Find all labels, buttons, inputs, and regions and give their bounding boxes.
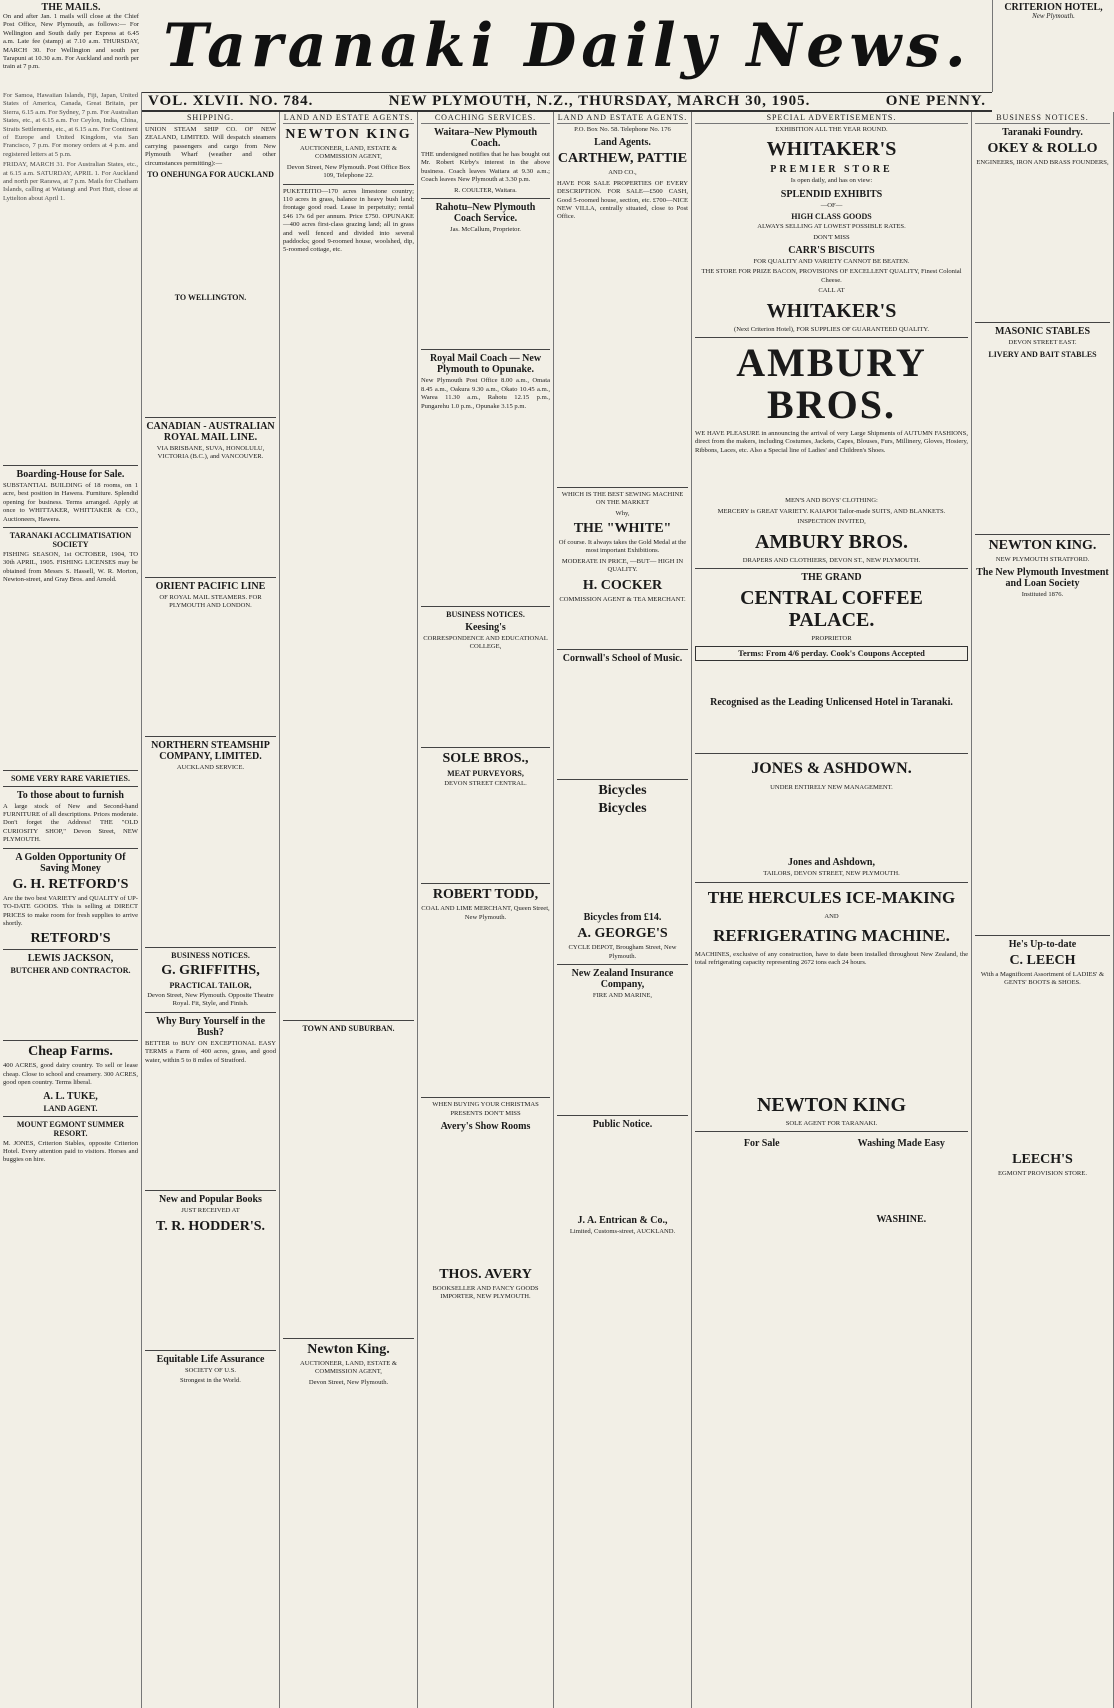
splendid: SPLENDID EXHIBITS <box>780 188 883 200</box>
jones-ashdown-2: Jones and Ashdown, <box>788 857 875 869</box>
mails-continuation <box>3 92 138 462</box>
licence-list <box>3 587 138 767</box>
jones-body <box>695 794 968 854</box>
washine: WASHINE. <box>876 1214 927 1226</box>
bicycles-from: Bicycles from £14. <box>583 912 662 924</box>
nz-insurance: New Zealand Insurance Company, <box>571 967 674 990</box>
criterion-sub: New Plymouth. <box>1032 12 1075 21</box>
hercules-1: THE HERCULES ICE-MAKING <box>707 887 956 907</box>
griffiths-text: Devon Street, New Plymouth. Opposite Theatre Royal. Fit, Style, and Finish. <box>147 992 274 1008</box>
a-george: A. GEORGE'S <box>577 926 668 942</box>
books-list <box>145 1237 276 1347</box>
avery-show-rooms: Avery's Show Rooms <box>440 1120 531 1132</box>
proprietor: PROPRIETOR <box>811 634 852 642</box>
george-sub: CYCLE DEPOT, Brougham Street, New Plymouth. <box>568 944 677 960</box>
column-4 <box>418 112 554 1708</box>
shipping-head: SHIPPING. <box>145 112 276 124</box>
equitable-text: Strongest in the World. <box>180 1376 241 1384</box>
newton-king-special-sub: SOLE AGENT FOR TARANAKI. <box>785 1119 878 1127</box>
keesings: Keesing's <box>465 622 506 634</box>
northern-steamship: NORTHERN STEAMSHIP COMPANY, LIMITED. <box>151 739 270 762</box>
criterion-hotel-ad <box>992 0 1114 92</box>
entrican: J. A. Entrican & Co., <box>577 1215 668 1227</box>
acclimatisation-text: FISHING SEASON, 1st OCTOBER, 1904, TO 30th APRIL, 1905. FISHING LICENSES may be obtained from Messrs S. Hassell, W. R. Morton, Newton-street, and Gray Bros. and Arnold. <box>3 551 138 584</box>
ambury-bros: AMBURY BROS. <box>736 340 927 428</box>
to-onehunga: TO ONEHUNGA FOR AUCKLAND <box>147 170 274 180</box>
newton-king-special: NEWTON KING <box>756 1093 907 1116</box>
for-sale: For Sale <box>743 1138 780 1150</box>
sole-sub: MEAT PURVEYORS, <box>447 768 524 778</box>
cocker-body <box>557 606 688 646</box>
avery-body <box>421 1134 550 1264</box>
masthead <box>142 0 992 92</box>
orient-sub: OF ROYAL MAIL STEAMERS. FOR PLYMOUTH AND LONDON. <box>159 593 262 610</box>
lewis-body <box>3 977 138 1037</box>
instituted: Instituted 1876. <box>1021 591 1064 599</box>
column-2 <box>142 112 280 1708</box>
todd-sub: COAL AND LIME MERCHANT, Queen Street, New Plymouth. <box>421 905 550 921</box>
onehunga-schedule <box>145 181 276 291</box>
place-and-date: NEW PLYMOUTH, N.Z., THURSDAY, MARCH 30, 1905. <box>388 93 811 109</box>
carthew-pattie: CARTHEW, PATTIE <box>557 151 688 167</box>
public-notice: Public Notice. <box>592 1119 653 1131</box>
why-bury-body <box>145 1067 276 1187</box>
whitakers: WHITAKER'S <box>766 138 897 161</box>
orient-line: ORIENT PACIFIC LINE <box>155 580 266 592</box>
okey-rollo: OKEY & ROLLO <box>987 141 1098 156</box>
washing-easy: Washing Made Easy <box>857 1138 945 1150</box>
cocker-sub: COMMISSION AGENT & TEA MERCHANT. <box>559 595 686 603</box>
ambury-text: WE HAVE PLEASURE in announcing the arrival of very Large Shipments of AUTUMN FASHIONS, direct from the makers, including Costumes, Jackets, Capes, Blouses, Furs, Millinery, Gloves, Hosiery, Ribbons, Laces, etc. Also a Special line of Ladies' and Children's Shoes. <box>695 430 968 454</box>
business-head: BUSINESS NOTICES. <box>975 112 1110 124</box>
white-text: Of course. It always takes the Gold Medal at the most important Exhibitions. <box>558 539 687 555</box>
mails-schedule: For Samoa, Hawaiian Islands, Fiji, Japan, United States of America, Canada, Great Britain, per Sierra, 6.15 a.m. For Sydney, 7 p.m. For Australian States, etc., at 6.15 a.m. For Ceylon, India, China, Straits Settlements, etc., at 6.15 a.m. For Continent of Europe and United Kingdom, via San Francisco, 7 p.m. For money orders at 4 p.m. and registered letters at 5 p.m. <box>3 92 138 158</box>
canadian-line: CANADIAN - AUSTRALIAN ROYAL MAIL LINE. <box>146 421 275 444</box>
equitable-sub: SOCIETY OF U.S. <box>184 1366 237 1374</box>
okey-body <box>975 169 1110 319</box>
carthew-text: HAVE FOR SALE PROPERTIES OF EVERY DESCRIPTION. FOR SALE—£500 CASH, Good 5-roomed house, section, etc. £700—NICE NEW VILLA, centrally situated, close to Post Office. <box>557 179 688 221</box>
jones-ashdown: JONES & ASHDOWN. <box>751 759 912 777</box>
leechs-sub: EGMONT PROVISION STORE. <box>998 1170 1087 1178</box>
washing-body <box>835 1151 969 1211</box>
lewis-sub: BUTCHER AND CONTRACTOR. <box>10 966 131 976</box>
jones-sub: UNDER ENTIRELY NEW MANAGEMENT. <box>770 783 893 791</box>
newton-king-head: NEWTON KING <box>285 127 412 142</box>
hercules-body <box>695 970 968 1090</box>
of: —OF— <box>820 201 843 209</box>
royal-mail-times: New Plymouth Post Office 8.00 a.m., Omata 8.45 a.m., Oakura 9.30 a.m., Okato 10.45 a.m., Warea 11.30 a.m., Rahotu 12.15 p.m., Pungarehu 1.0 p.m., Opunake 3.15 p.m. <box>421 377 550 410</box>
retford-text: Are the two best VARIETY and QUALITY of UP-TO-DATE GOODS. This is selling at DIRECT PRICES to make room for fresh supplies to arrive shortly. <box>3 894 138 927</box>
washing-block <box>835 1135 969 1227</box>
newton-king-bottom-sub: AUCTIONEER, LAND, ESTATE & COMMISSION AGENT, <box>299 1359 398 1376</box>
dont-miss: DON'T MISS <box>813 233 850 241</box>
coaching-head: COACHING SERVICES. <box>421 112 550 124</box>
northern-sub: AUCKLAND SERVICE. <box>176 763 245 771</box>
and-co: AND CO., <box>608 169 637 177</box>
sole-addr: DEVON STREET CENTRAL. <box>444 779 527 787</box>
the-grand: THE GRAND <box>801 571 862 583</box>
town-suburban: TOWN AND SUBURBAN. <box>302 1023 395 1033</box>
why-bury: Why Bury Yourself in the Bush? <box>155 1015 266 1038</box>
sole-body <box>421 790 550 880</box>
boarding-heading: Boarding-House for Sale. <box>16 469 125 480</box>
business-head-4: BUSINESS NOTICES. <box>446 610 525 620</box>
whitakers-2-sub: (Next Criterion Hotel), FOR SUPPLIES OF GUARANTEED QUALITY. <box>734 325 929 333</box>
sole-bros: SOLE BROS., <box>442 750 529 766</box>
business-notices <box>972 112 1114 1708</box>
when-buying: WHEN BUYING YOUR CHRISTMAS PRESENTS DON'T MISS <box>432 1101 539 1117</box>
cheap-farms-text: 400 ACRES, good dairy country. To sell or lease cheap. Close to school and creamery. 300 ACRES, good open country. Terms liberal. <box>3 1062 138 1087</box>
leech-body <box>975 989 1110 1149</box>
tuke-name: A. L. TUKE, <box>43 1090 98 1102</box>
town-listings <box>283 1035 414 1335</box>
rahotu-body <box>421 236 550 346</box>
union-text: UNION STEAM SHIP CO. OF NEW ZEALAND, LIMITED. Will despatch steamers carrying passengers and cargo from New Plymouth Wharf (weather and other circumstances permitting):— <box>145 126 276 167</box>
masonic-stables: MASONIC STABLES <box>994 326 1091 338</box>
taranaki-foundry: Taranaki Foundry. <box>1002 127 1083 138</box>
wellington-schedule <box>145 304 276 414</box>
ambury-body <box>695 457 968 497</box>
canadian-schedule <box>145 464 276 574</box>
newton-king-bottom: Newton King. <box>307 1341 390 1357</box>
mens: MEN'S AND BOYS' CLOTHING: <box>785 497 878 505</box>
royal-mail-coach: Royal Mail Coach — New Plymouth to Opunake. <box>429 353 542 376</box>
inspection: INSPECTION INVITED, <box>797 518 866 526</box>
bicycles-1: Bicycles <box>598 783 647 799</box>
bicycles-2: Bicycles <box>598 801 647 817</box>
mails-column-top <box>0 0 142 92</box>
hercules-and: AND <box>824 912 839 920</box>
store-text: THE STORE FOR PRIZE BACON, PROVISIONS OF EXCELLENT QUALITY, Finest Colonial Cheese. <box>701 268 962 284</box>
column-1 <box>0 92 142 1708</box>
robert-todd: ROBERT TODD, <box>432 887 539 903</box>
furnish-text: A large stock of New and Second-hand FURNITURE of all descriptions. Prices moderate. Don't forget the Address! THE "OLD CURIOSITY SHOP," Devon Street, NEW PLYMOUTH. <box>3 802 138 844</box>
sewing-head: WHICH IS THE BEST SEWING MACHINE ON THE MARKET <box>561 490 684 507</box>
terms: Terms: From 4/6 perday. Cook's Coupons Accepted <box>695 646 968 660</box>
waitara-coach: Waitara–New Plymouth Coach. <box>433 127 538 149</box>
price: ONE PENNY. <box>885 93 986 109</box>
coffee-body <box>695 664 968 694</box>
orient-schedule <box>145 613 276 733</box>
livery-stables: LIVERY AND BAIT STABLES <box>988 349 1097 359</box>
hercules-text: MACHINES, exclusive of any construction, have to date been installed throughout New Zealand, the total refrigerating capacity representing 2672 tons each 24 hours. <box>695 950 968 967</box>
newton-king-addr: Devon Street, New Plymouth. Post Office Box 109, Telephone 22. <box>286 163 411 180</box>
exhibition: EXHIBITION ALL THE YEAR ROUND. <box>775 126 888 133</box>
coffee-body-2 <box>695 710 968 750</box>
mails-schedule-2: FRIDAY, MARCH 31. For Australian States, etc., at 6.15 a.m. SATURDAY, APRIL 1. For Auckland and north per Rarawa, at 7 p.m. Mails for Chatham Islands, calling at Waitangi and Port Hutt, close at Lyttelton about April 1. <box>3 161 138 202</box>
northern-schedule <box>145 774 276 944</box>
fire-marine: FIRE AND MARINE, <box>592 991 653 999</box>
whitakers-2: WHITAKER'S <box>766 299 897 322</box>
newspaper-title: Taranaki Daily News. <box>163 11 971 81</box>
newton-king-biz-sub: NEW PLYMOUTH STRATFORD. <box>995 555 1090 563</box>
newton-king-bottom-addr: Devon Street, New Plymouth. <box>308 1378 389 1386</box>
carthew-listings <box>557 224 688 484</box>
ambury-2-sub: DRAPERS AND CLOTHIERS, DEVON ST., NEW PLYMOUTH. <box>742 556 921 564</box>
todd-body <box>421 924 550 1094</box>
notice-body <box>557 1132 688 1212</box>
retford-name: RETFORD'S <box>30 931 111 947</box>
cornwall-school: Cornwall's School of Music. <box>562 653 683 665</box>
mails-heading: THE MAILS. <box>41 2 101 13</box>
call-at: CALL AT <box>818 287 845 295</box>
griffiths-sub: PRACTICAL TAILOR, <box>169 981 252 991</box>
the-white: THE "WHITE" <box>573 521 672 537</box>
to-wellington: TO WELLINGTON. <box>174 293 247 303</box>
coulter: R. COULTER, Waitara. <box>454 186 517 194</box>
keesings-sub: CORRESPONDENCE AND EDUCATIONAL COLLEGE, <box>423 635 548 651</box>
furnish-heading: To those about to furnish <box>17 789 124 801</box>
mercery: MERCERY is GREAT VARIETY. KAIAPOI Tailor-made SUITS, AND BLANKETS. <box>717 507 946 515</box>
hodder-name: T. R. HODDER'S. <box>155 1218 266 1234</box>
land-agents: Land Agents. <box>594 137 651 149</box>
opportunity-heading: A Golden Opportunity Of Saving Money <box>15 851 126 874</box>
acclimatisation-heading: TARANAKI ACCLIMATISATION SOCIETY <box>9 531 132 550</box>
always: ALWAYS SELLING AT LOWEST POSSIBLE RATES. <box>757 223 906 231</box>
equitable-head: Equitable Life Assurance <box>156 1353 265 1365</box>
listings-body <box>283 257 414 1017</box>
hercules-2: REFRIGERATING MACHINE. <box>713 925 950 945</box>
h-cocker: H. COCKER <box>582 577 663 593</box>
c-leech: C. LEECH <box>1009 952 1076 968</box>
masonic-body <box>975 361 1110 531</box>
bicycles-body <box>557 819 688 909</box>
thos-avery: THOS. AVERY <box>439 1266 532 1282</box>
open-daily: Is open daily, and has on view: <box>790 177 873 185</box>
column-3 <box>280 112 418 1708</box>
carrs: CARR'S BISCUITS <box>788 245 875 257</box>
cheap-farms: Cheap Farms. <box>28 1044 113 1060</box>
newton-king-sub: AUCTIONEER, LAND, ESTATE & COMMISSION AGENT, <box>299 145 398 161</box>
egmont-text: M. JONES, Criterion Stables, opposite Criterion Hotel. Every attention paid to visitors. Horses and buggies on hire. <box>3 1139 138 1164</box>
boarding-text: SUBSTANTIAL BUILDING of 18 rooms, on 1 acre, best position in Hawera. Furniture. Splendid opening for business. Terms arranged. Apply at once to WHITTAKER, WHITTAKER & CO., Auctioneers, Hawera. <box>3 482 138 523</box>
volume-number: VOL. XLVII. NO. 784. <box>148 93 314 109</box>
egmont-heading: MOUNT EGMONT SUMMER RESORT. <box>16 1119 125 1138</box>
tuke-sub: LAND AGENT. <box>43 1103 98 1113</box>
pobox: P.O. Box No. 58. Telephone No. 176 <box>574 126 671 133</box>
cornwall-body <box>557 666 688 776</box>
rahotu-coach: Rahotu–New Plymouth Coach Service. <box>435 202 536 225</box>
column-5 <box>554 112 692 1708</box>
criterion-heading: CRITERION HOTEL, <box>1004 2 1103 13</box>
ambury-bros-2: AMBURY BROS. <box>754 530 908 553</box>
lewis-jackson: LEWIS JACKSON, <box>27 953 114 965</box>
special-advertisements <box>692 112 972 1708</box>
dateline <box>142 92 992 112</box>
up-to-date: He's Up-to-date <box>1008 938 1077 950</box>
investment-society: The New Plymouth Investment and Loan Society <box>976 567 1109 590</box>
keesings-body <box>421 654 550 744</box>
rare-varieties: SOME VERY RARE VARIETIES. <box>10 773 130 783</box>
royal-mail-body <box>421 413 550 603</box>
entrican-sub: Limited, Customs-street, AUCKLAND. <box>569 1228 676 1236</box>
premier-store: PREMIER STORE <box>770 164 893 176</box>
rahotu-sub: Jas. McCallum, Proprietor. <box>450 226 521 234</box>
okey-sub: ENGINEERS, IRON AND BRASS FOUNDERS, <box>976 159 1109 166</box>
jones-2-sub: TAILORS, DEVON STREET, NEW PLYMOUTH. <box>763 870 900 878</box>
why-bury-text: BETTER to BUY ON EXCEPTIONAL EASY TERMS a Farm of 400 acres, grass, and good water, within 5 to 8 miles of Stratford. <box>145 1039 276 1064</box>
leech-sub: With a Magnificent Assortment of LADIES' & GENTS' BOOTS & SHOES. <box>980 970 1105 987</box>
retford-heading: G. H. RETFORD'S <box>12 876 129 892</box>
insurance-body <box>557 1002 688 1112</box>
leechs: LEECH'S <box>1012 1152 1073 1168</box>
newton-king-biz: NEWTON KING. <box>988 537 1097 553</box>
griffiths-name: G. GRIFFITHS, <box>161 963 260 979</box>
carrs-sub: FOR QUALITY AND VARIETY CANNOT BE BEATEN. <box>753 258 910 266</box>
waitara-text: THE undersigned notifies that he has bought out Mr. Robert Kirby's interest in the above business. Coach leaves Waitara at 9.30 a.m.; Coach leaves New Plymouth at 3.30 p.m. <box>421 151 550 184</box>
mails-text: On and after Jan. 1 mails will close at the Chief Post Office, New Plymouth, as follows:— For Wellington and South daily per Express at 6.45 a.m. Late fee (stamp) at 7.10 a.m. THURSDAY, MARCH 30. For Wellington and south per Tarapuni at 10.30 a.m. For Auckland and north per train at 7 p.m. <box>3 13 139 71</box>
just-received: JUST RECEIVED AT <box>181 1207 240 1215</box>
land-estate-head: LAND AND ESTATE AGENTS. <box>283 113 414 122</box>
special-head: SPECIAL ADVERTISEMENTS. <box>695 112 968 124</box>
moderate: MODERATE IN PRICE, —BUT— HIGH IN QUALITY. <box>561 557 684 574</box>
business-notices-head: BUSINESS NOTICES. <box>171 951 250 961</box>
why: Why, <box>615 509 630 517</box>
central-coffee-palace: CENTRAL COFFEE PALACE. <box>740 586 923 631</box>
new-books: New and Popular Books <box>159 1194 262 1206</box>
bottom-pair <box>695 1135 968 1227</box>
listing-text: PUKETEITIO—170 acres limestone country; 110 acres in grass, balance in heavy bush land; frontage good road. Lease in perpetuity; rental £46 17s 6d per annum. Price £750. OPUNAKE—400 acres first-class grazing land; all in grass and well fenced and divided into several paddocks; good 9-roomed house, woolshed, dip, 5-roomed cottage, etc. <box>283 187 414 254</box>
leading-hotel: Recognised as the Leading Unlicensed Hotel in Taranaki. <box>710 696 953 708</box>
land-estate-head-2: LAND AND ESTATE AGENTS. <box>557 113 688 122</box>
for-sale-block <box>695 1135 829 1227</box>
avery-sub: BOOKSELLER AND FANCY GOODS IMPORTER, NEW PLYMOUTH. <box>432 1284 539 1301</box>
investment-body <box>975 602 1110 932</box>
canadian-via: VIA BRISBANE, SUVA, HONOLULU, VICTORIA (B.C.), and VANCOUVER. <box>156 445 265 461</box>
high-class: HIGH CLASS GOODS <box>791 212 872 222</box>
masonic-sub: DEVON STREET EAST. <box>1008 339 1077 347</box>
